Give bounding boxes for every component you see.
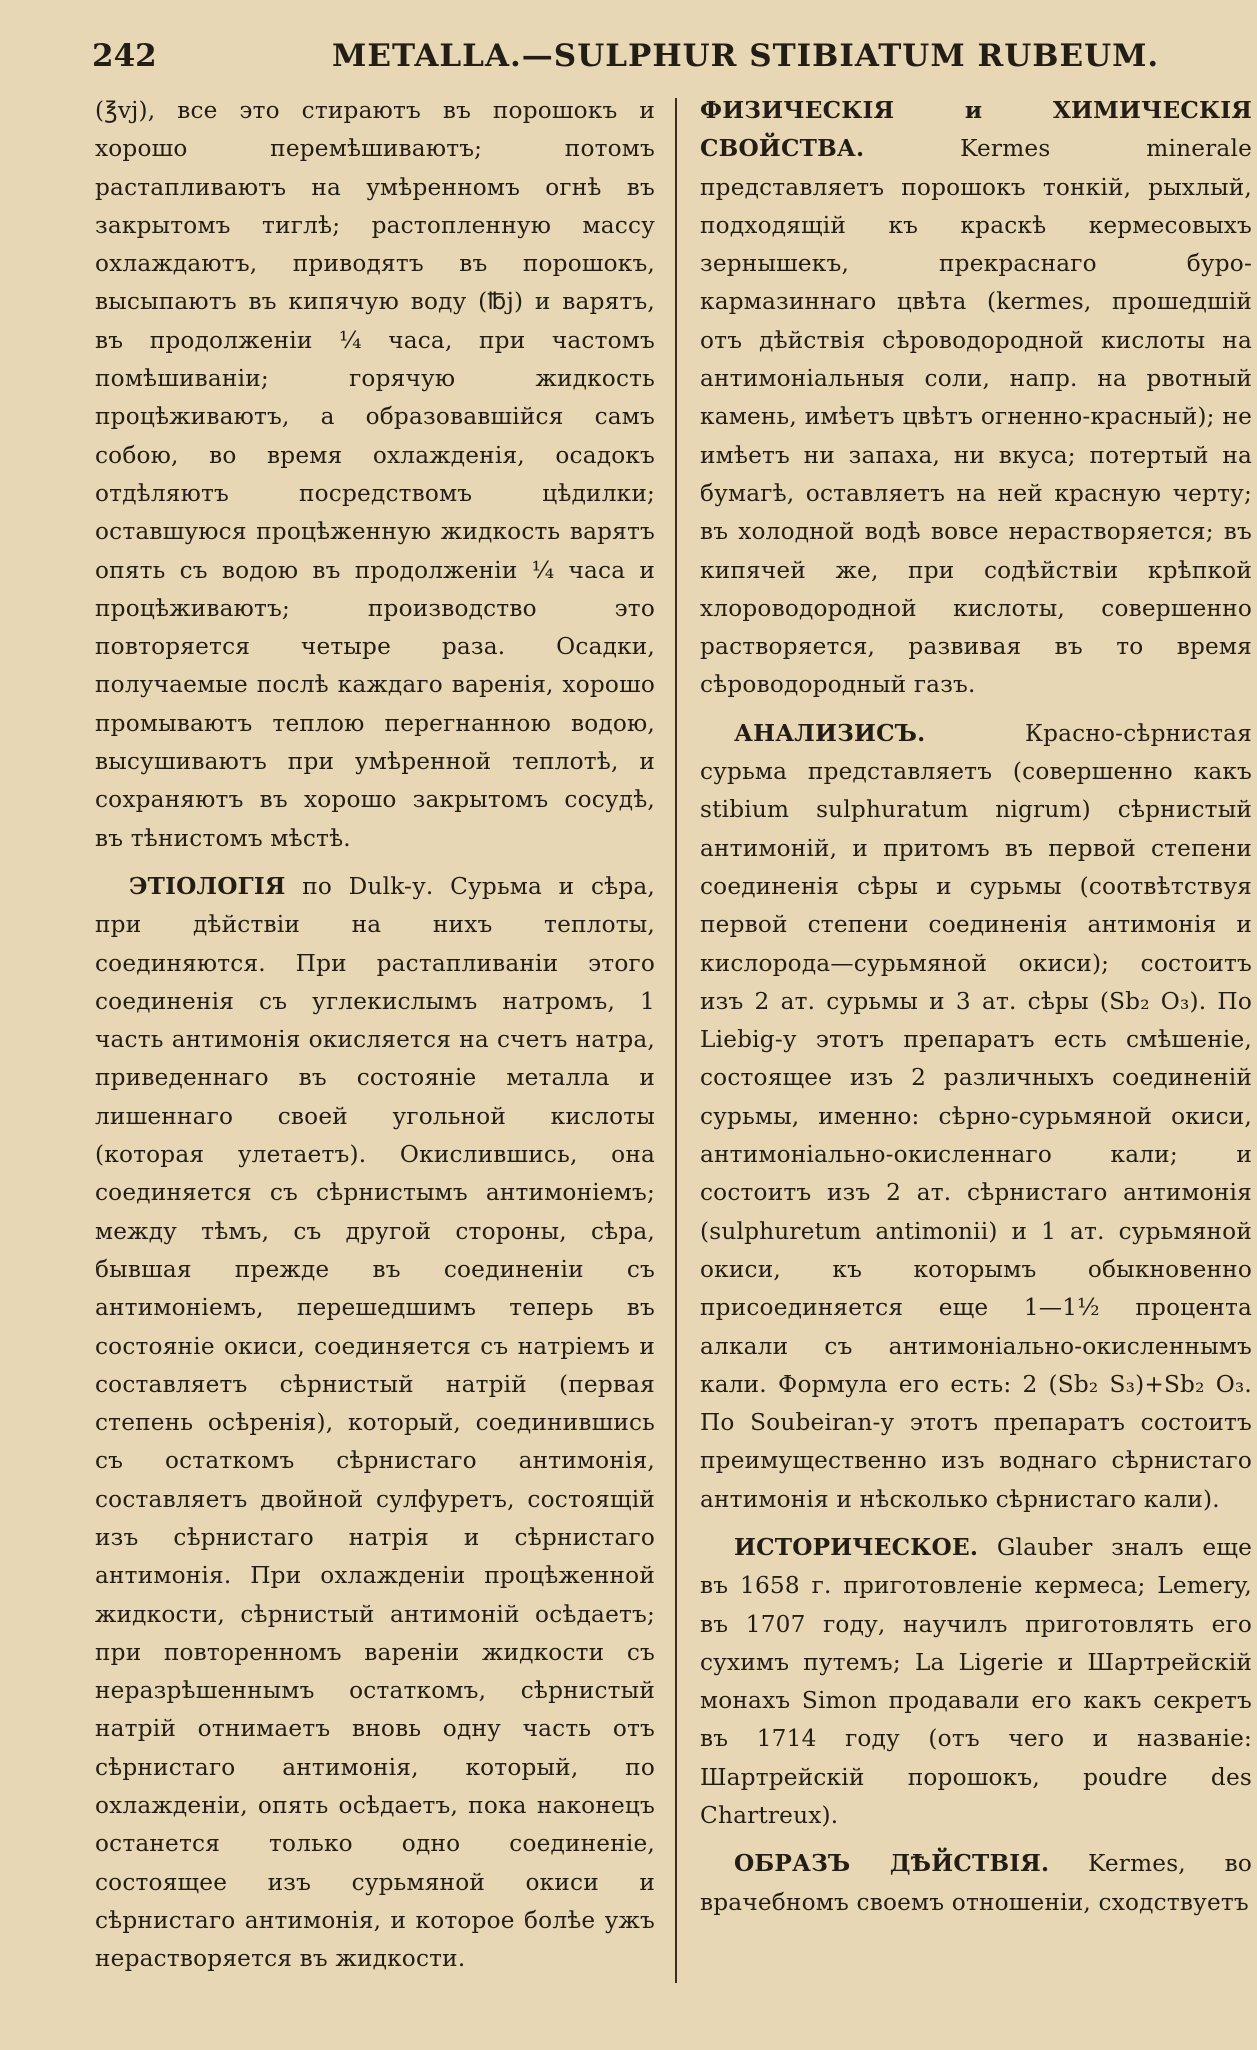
section-heading-history: ИСТОРИЧЕСКОЕ. <box>734 1533 979 1561</box>
paragraph-etiology <box>95 868 655 1979</box>
section-heading-action: ОБРАЗЪ ДѢЙСТВІЯ. <box>734 1850 1050 1878</box>
running-title: METALLA.—SULPHUR STIBIATUM RUBEUM. <box>332 38 1160 74</box>
page-number: 242 <box>92 38 157 74</box>
page-header <box>92 38 1252 98</box>
paragraph-text: Kermes minerale представляетъ порошокъ тонкій, рыхлый, подходящій къ краскѣ кермесовыхъ зернышекъ, прекраснаго буро-кармазиннаго цвѣта (kermes, прошедшій отъ дѣйствія сѣроводородной кислоты на антимоніальныя соли, напр. на рвотный камень, имѣетъ цвѣтъ огненно-красный); не имѣетъ ни запаха, ни вкуса; потертый на бумагѣ, оставляетъ на ней красную черту; въ холодной водѣ вовсе нерастворяется; въ кипячей же, при содѣйствіи крѣпкой хлороводородной кислоты, совершенно растворяется, развивая въ то время сѣроводородный газъ. <box>700 135 1252 699</box>
right-column <box>700 92 1252 1932</box>
paragraph-preparation <box>95 92 655 858</box>
paragraph-text: Glauber зналъ еще въ 1658 г. приготовленіе кермеса; Lemery, въ 1707 году, научилъ приготовлять его сухимъ путемъ; La Ligerie и Шартрейскій монахъ Simon продавали его какъ секретъ въ 1714 году (отъ чего и названіе: Шартрейскій порошокъ, poudre des Chartreux). <box>700 1533 1252 1830</box>
section-heading-etiology: ЭТІОЛОГІЯ <box>129 872 286 900</box>
left-column <box>95 92 655 1989</box>
paragraph-history <box>700 1529 1252 1835</box>
paragraph-text: (℥vj), все это стираютъ въ порошокъ и хорошо перемѣшиваютъ; потомъ растапливаютъ на умѣренномъ огнѣ въ закрытомъ тиглѣ; растопленную массу охлаждаютъ, приводятъ въ порошокъ, высыпаютъ въ кипячую воду (℔j) и варятъ, въ продолженіи ¼ часа, при частомъ помѣшиваніи; горячую жидкость процѣживаютъ, а образовавшійся самъ собою, во время охлажденія, осадокъ отдѣляютъ посредствомъ цѣдилки; оставшуюся процѣженную жидкость варятъ опять съ водою въ продолженіи ¼ часа и процѣживаютъ; производство это повторяется четыре раза. Осадки, получаемые послѣ каждаго варенія, хорошо промываютъ теплою перегнанною водою, высушиваютъ при умѣренной теплотѣ, и сохраняютъ въ хорошо закрытомъ сосудѣ, въ тѣнистомъ мѣстѣ. <box>95 97 655 852</box>
section-heading-properties: ФИЗИЧЕСКІЯ и ХИМИЧЕСКІЯ СВОЙСТВА. <box>700 97 1252 163</box>
paragraph-text: Kermes, во врачебномъ своемъ отношеніи, сходствуетъ <box>700 1850 1252 1916</box>
paragraph-analysis <box>700 715 1252 1519</box>
paragraph-action <box>700 1845 1252 1922</box>
paragraph-text: Красно-сѣрнистая сурьма представляетъ (совершенно какъ stibium sulphuratum nigrum) сѣрнистый антимоній, и притомъ въ первой степени соединенія сѣры и сурьмы (соотвѣтствуя первой степени соединенія антимонія и кислорода—сурьмяной окиси); состоитъ изъ 2 ат. сурьмы и 3 ат. сѣры (Sb₂ O₃). По Liebig-у этотъ препаратъ есть смѣшеніе, состоящее изъ 2 различныхъ соединеній сурьмы, именно: сѣрно-сурьмяной окиси, антимоніально-окисленнаго кали; и состоитъ изъ 2 ат. сѣрнистаго антимонія (sulphuretum antimonii) и 1 ат. сурьмяной окиси, къ которымъ обыкновенно присоединяется еще 1—1½ процента алкали съ антимоніально-окисленнымъ кали. Формула его есть: 2 (Sb₂ S₃)+Sb₂ O₃. По Soubeiran-у этотъ препаратъ состоитъ преимущественно изъ воднаго сѣрнистаго антимонія и нѣсколько сѣрнистаго кали). <box>700 719 1252 1513</box>
paragraph-text: по Dulk-у. Сурьма и сѣра, при дѣйствіи на нихъ теплоты, соединяются. При растапливаніи этого соединенія съ углекислымъ натромъ, 1 часть антимонія окисляется на счетъ натра, приведеннаго въ состояніе металла и лишеннаго своей угольной кислоты (которая улетаетъ). Окислившись, она соединяется съ сѣрнистымъ антимоніемъ; между тѣмъ, съ другой стороны, сѣра, бывшая прежде въ соединеніи съ антимоніемъ, перешедшимъ теперь въ состояніе окиси, соединяется съ натріемъ и составляетъ сѣрнистый натрій (первая степень осѣренія), который, соединившись съ остаткомъ сѣрнистаго антимонія, составляетъ двойной сулфуретъ, состоящій изъ сѣрнистаго натрія и сѣрнистаго антимонія. При охлажденіи процѣженной жидкости, сѣрнистый антимоній осѣдаетъ; при повторенномъ вареніи жидкости съ неразрѣшеннымъ остаткомъ, сѣрнистый натрій отнимаетъ вновь одну часть отъ сѣрнистаго антимонія, который, по охлажденіи, опять осѣдаетъ, пока наконецъ останется только одно соединеніе, состоящее изъ сурьмяной окиси и сѣрнистаго антимонія, и которое болѣе ужъ нерастворяется въ жидкости. <box>95 872 655 1973</box>
section-heading-analysis: АНАЛИЗИСЪ. <box>734 719 926 747</box>
paragraph-properties <box>700 92 1252 705</box>
column-divider <box>675 98 677 1983</box>
